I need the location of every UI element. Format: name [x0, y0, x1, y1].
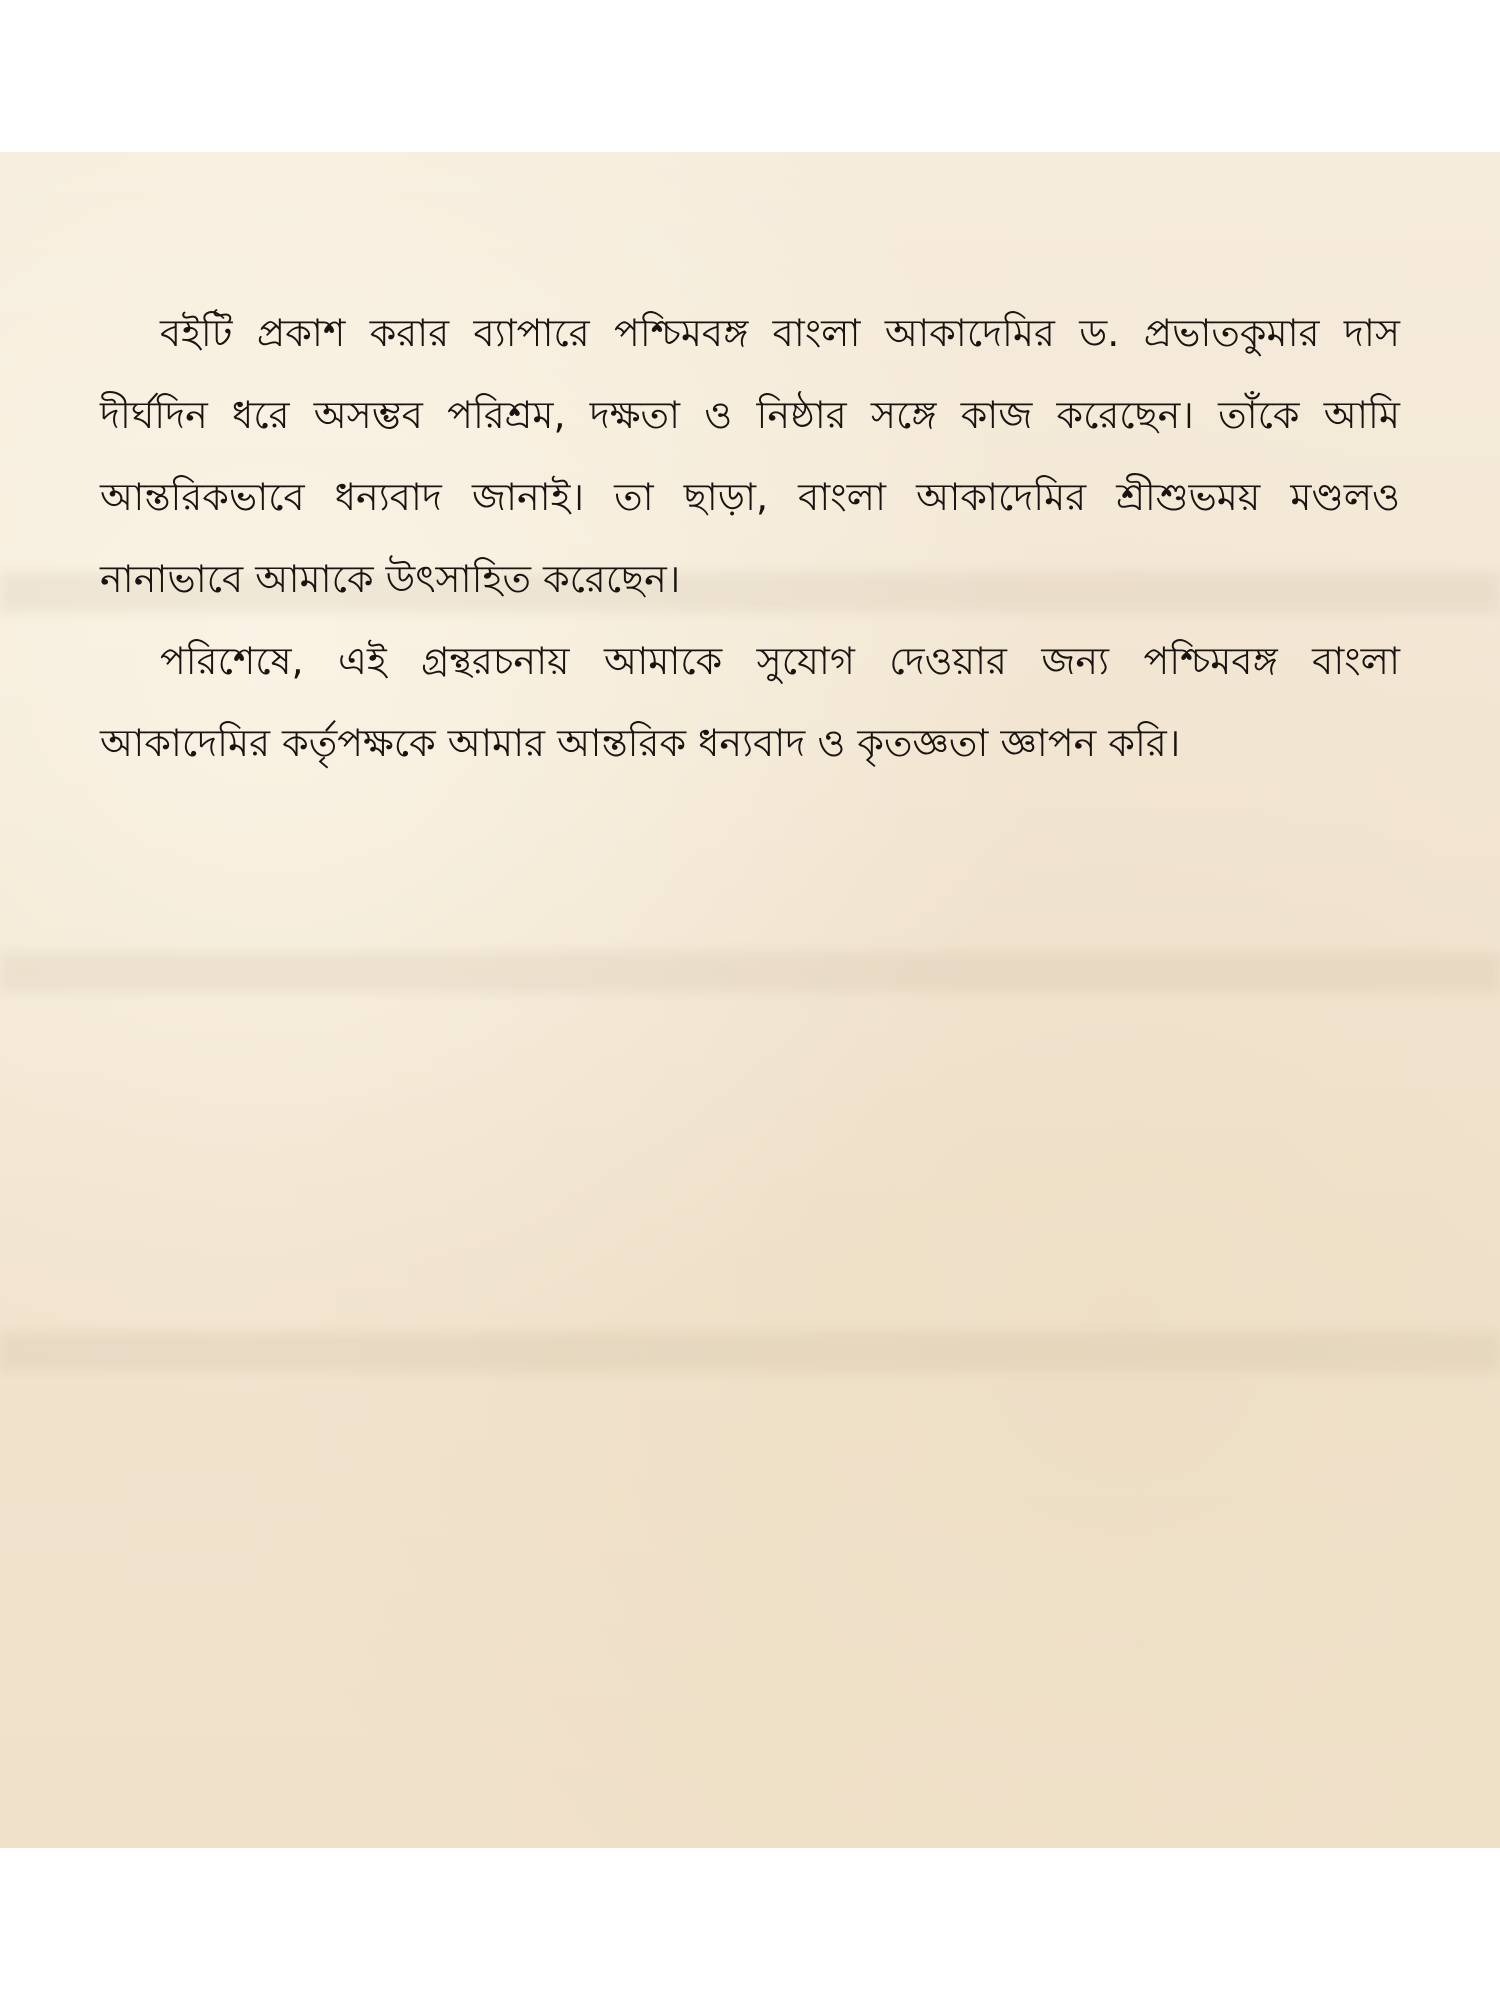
show-through-band: [0, 1332, 1500, 1372]
body-text: [100, 292, 1400, 784]
paragraph-acknowledgement: বইটি প্রকাশ করার ব্যাপারে পশ্চিমবঙ্গ বাংলা আকাদেমির ড. প্রভাতকুমার দাস দীর্ঘদিন ধরে অসম্ভব পরিশ্রম, দক্ষতা ও নিষ্ঠার সঙ্গে কাজ করেছেন। তাঁকে আমি আন্তরিকভাবে ধন্যবাদ জানাই। তা ছাড়া, বাংলা আকাদেমির শ্রীশুভময় মণ্ডলও নানাভাবে আমাকে উৎসাহিত করেছেন।: [100, 311, 1400, 601]
paragraph-closing: পরিশেষে, এই গ্রন্থরচনায় আমাকে সুযোগ দেওয়ার জন্য পশ্চিমবঙ্গ বাংলা আকাদেমির কর্তৃপক্ষকে আমার আন্তরিক ধন্যবাদ ও কৃতজ্ঞতা জ্ঞাপন করি।: [100, 639, 1400, 765]
show-through-band: [0, 952, 1500, 992]
book-page: [0, 152, 1500, 1848]
